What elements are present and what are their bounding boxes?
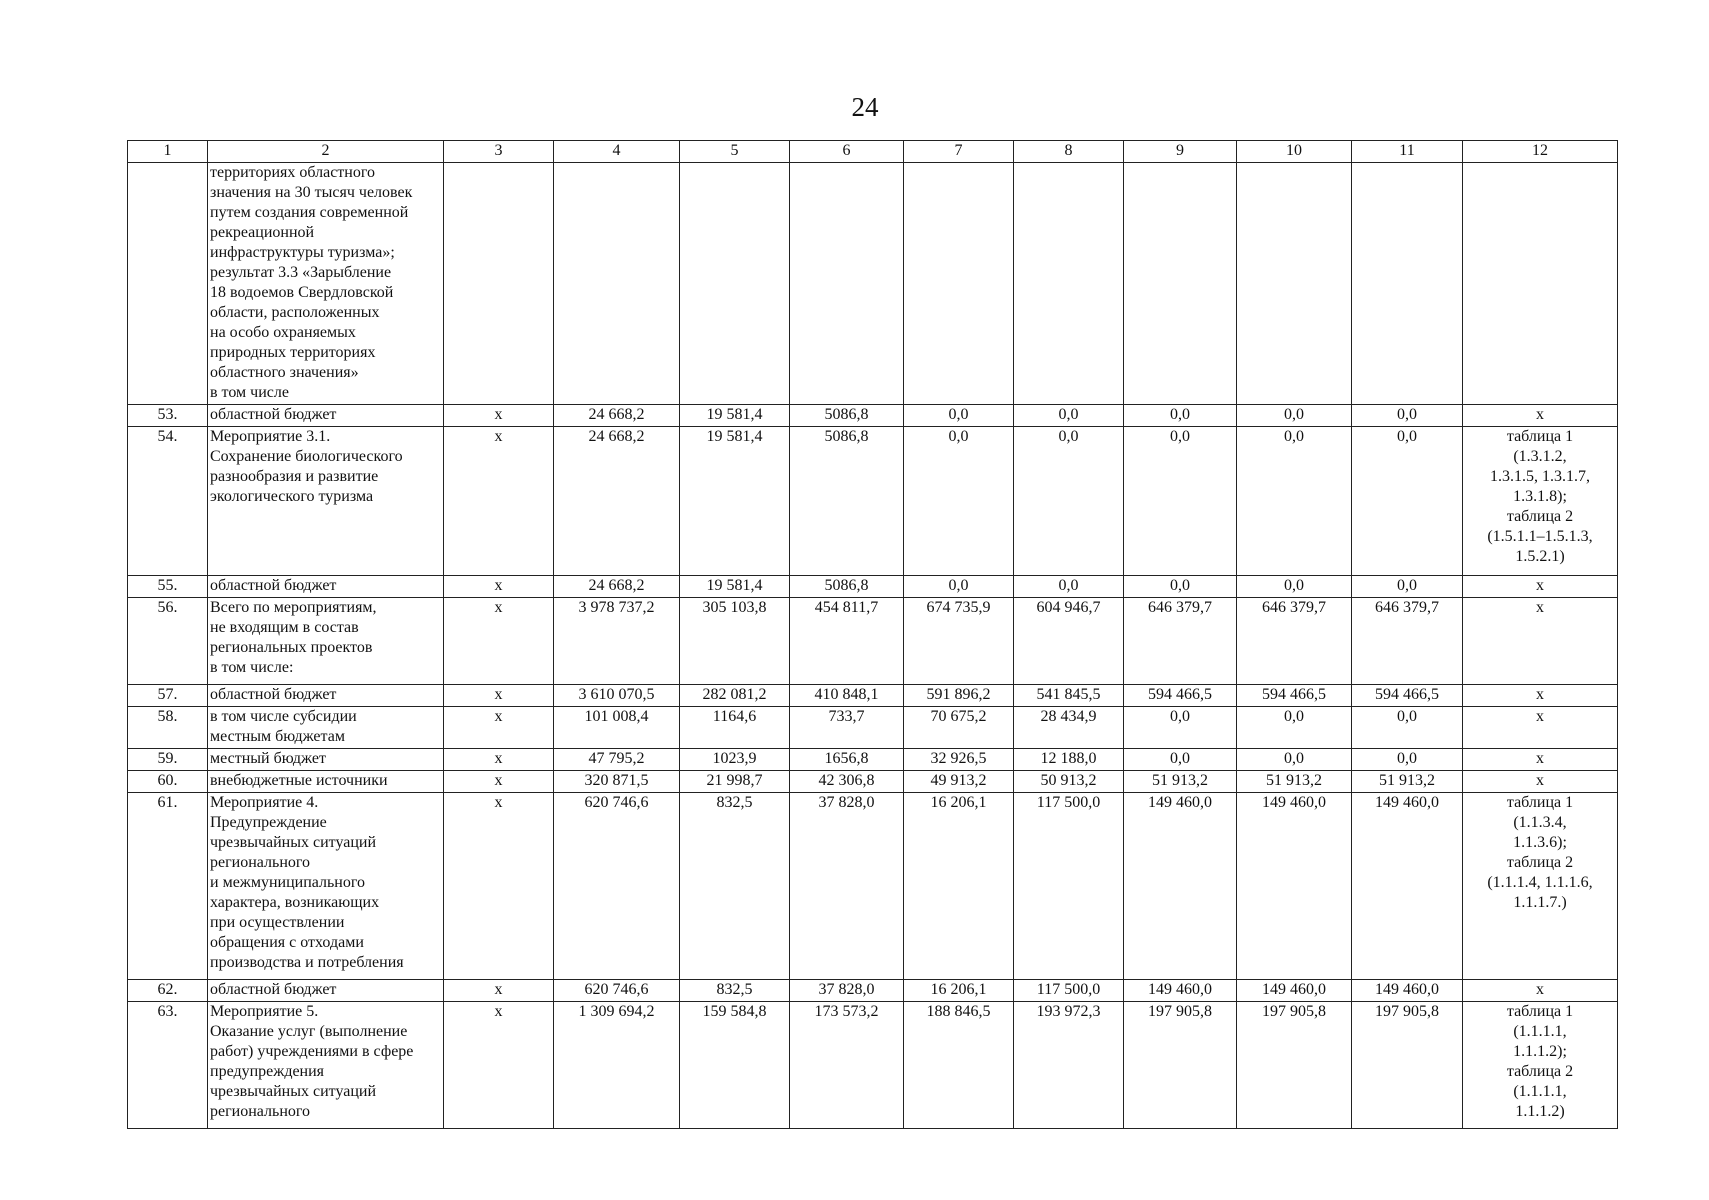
table-row	[128, 427, 1618, 576]
value-cell: 646 379,7	[1124, 598, 1237, 685]
column-header: 10	[1237, 141, 1352, 163]
value-cell: 305 103,8	[680, 598, 790, 685]
column-header: 11	[1352, 141, 1463, 163]
row-name: областной бюджет	[208, 685, 444, 707]
value-cell: 149 460,0	[1352, 980, 1463, 1002]
row-reference: x	[1463, 707, 1618, 749]
value-cell: 0,0	[1352, 749, 1463, 771]
value-cell: 0,0	[1237, 749, 1352, 771]
value-cell: 51 913,2	[1352, 771, 1463, 793]
value-cell: 646 379,7	[1352, 598, 1463, 685]
row-name: областной бюджет	[208, 980, 444, 1002]
value-cell: 24 668,2	[554, 576, 680, 598]
value-cell: 454 811,7	[790, 598, 904, 685]
value-cell: 1 309 694,2	[554, 1002, 680, 1129]
row-source: x	[444, 685, 554, 707]
row-reference: x	[1463, 685, 1618, 707]
row-source: x	[444, 427, 554, 576]
row-reference: x	[1463, 598, 1618, 685]
value-cell: 70 675,2	[904, 707, 1014, 749]
table-row	[128, 685, 1618, 707]
table-row	[128, 749, 1618, 771]
row-source: x	[444, 749, 554, 771]
value-cell: 51 913,2	[1237, 771, 1352, 793]
value-cell	[790, 163, 904, 405]
row-number: 56.	[128, 598, 208, 685]
row-source	[444, 163, 554, 405]
value-cell: 620 746,6	[554, 980, 680, 1002]
value-cell: 21 998,7	[680, 771, 790, 793]
column-header: 8	[1014, 141, 1124, 163]
value-cell: 51 913,2	[1124, 771, 1237, 793]
value-cell: 19 581,4	[680, 427, 790, 576]
row-number: 55.	[128, 576, 208, 598]
row-number: 54.	[128, 427, 208, 576]
value-cell: 3 978 737,2	[554, 598, 680, 685]
value-cell	[554, 163, 680, 405]
row-number: 63.	[128, 1002, 208, 1129]
value-cell: 19 581,4	[680, 576, 790, 598]
table-row	[128, 771, 1618, 793]
value-cell: 733,7	[790, 707, 904, 749]
value-cell: 5086,8	[790, 427, 904, 576]
value-cell: 50 913,2	[1014, 771, 1124, 793]
value-cell: 32 926,5	[904, 749, 1014, 771]
value-cell: 149 460,0	[1124, 980, 1237, 1002]
row-reference: таблица 1 (1.1.3.4, 1.1.3.6); таблица 2 (1.1.1.4, 1.1.1.6, 1.1.1.7.)	[1463, 793, 1618, 980]
table-body	[128, 163, 1618, 1129]
row-source: x	[444, 793, 554, 980]
column-header: 3	[444, 141, 554, 163]
value-cell	[1014, 163, 1124, 405]
budget-table	[127, 140, 1618, 1129]
row-number: 59.	[128, 749, 208, 771]
row-source: x	[444, 405, 554, 427]
value-cell: 197 905,8	[1124, 1002, 1237, 1129]
row-name: Мероприятие 5. Оказание услуг (выполнение работ) учреждениями в сфере предупреждения чрезвычайных ситуаций регионального	[208, 1002, 444, 1129]
page-number: 24	[851, 92, 879, 122]
value-cell	[680, 163, 790, 405]
column-header: 12	[1463, 141, 1618, 163]
value-cell: 159 584,8	[680, 1002, 790, 1129]
value-cell: 117 500,0	[1014, 980, 1124, 1002]
table-row	[128, 598, 1618, 685]
row-reference: x	[1463, 980, 1618, 1002]
value-cell: 149 460,0	[1237, 793, 1352, 980]
value-cell: 49 913,2	[904, 771, 1014, 793]
value-cell: 149 460,0	[1124, 793, 1237, 980]
row-name: в том числе субсидии местным бюджетам	[208, 707, 444, 749]
row-name: внебюджетные источники	[208, 771, 444, 793]
value-cell: 0,0	[1124, 749, 1237, 771]
value-cell: 193 972,3	[1014, 1002, 1124, 1129]
value-cell: 0,0	[1014, 427, 1124, 576]
value-cell: 591 896,2	[904, 685, 1014, 707]
column-header: 1	[128, 141, 208, 163]
table-row	[128, 980, 1618, 1002]
value-cell: 832,5	[680, 980, 790, 1002]
column-header: 2	[208, 141, 444, 163]
row-number: 57.	[128, 685, 208, 707]
value-cell: 282 081,2	[680, 685, 790, 707]
row-source: x	[444, 1002, 554, 1129]
value-cell: 0,0	[1352, 405, 1463, 427]
row-name: областной бюджет	[208, 576, 444, 598]
row-number: 61.	[128, 793, 208, 980]
column-header: 5	[680, 141, 790, 163]
value-cell: 0,0	[1124, 427, 1237, 576]
row-reference: x	[1463, 576, 1618, 598]
value-cell: 24 668,2	[554, 405, 680, 427]
value-cell: 5086,8	[790, 576, 904, 598]
value-cell: 0,0	[1014, 576, 1124, 598]
value-cell: 1023,9	[680, 749, 790, 771]
value-cell: 0,0	[904, 405, 1014, 427]
row-number: 53.	[128, 405, 208, 427]
value-cell: 0,0	[904, 576, 1014, 598]
column-header: 6	[790, 141, 904, 163]
column-header: 7	[904, 141, 1014, 163]
value-cell: 197 905,8	[1237, 1002, 1352, 1129]
row-name: территориях областного значения на 30 тысяч человек путем создания современной рекреационной инфраструктуры туризма»; результат 3.3 «Зарыбление 18 водоемов Свердловской области, расположенных на особо охраняемых природных территориях областного значения» в том числе	[208, 163, 444, 405]
value-cell: 0,0	[1352, 427, 1463, 576]
value-cell: 1164,6	[680, 707, 790, 749]
row-reference: x	[1463, 771, 1618, 793]
value-cell: 320 871,5	[554, 771, 680, 793]
value-cell: 541 845,5	[1014, 685, 1124, 707]
row-name: Мероприятие 3.1. Сохранение биологического разнообразия и развитие экологического туризма	[208, 427, 444, 576]
row-number	[128, 163, 208, 405]
table-row	[128, 576, 1618, 598]
row-reference: таблица 1 (1.1.1.1, 1.1.1.2); таблица 2 (1.1.1.1, 1.1.1.2)	[1463, 1002, 1618, 1129]
row-number: 62.	[128, 980, 208, 1002]
value-cell: 12 188,0	[1014, 749, 1124, 771]
row-source: x	[444, 598, 554, 685]
value-cell: 24 668,2	[554, 427, 680, 576]
table-row	[128, 405, 1618, 427]
value-cell: 0,0	[1237, 405, 1352, 427]
value-cell: 149 460,0	[1237, 980, 1352, 1002]
value-cell	[1124, 163, 1237, 405]
value-cell: 832,5	[680, 793, 790, 980]
value-cell: 0,0	[1124, 576, 1237, 598]
table-row	[128, 1002, 1618, 1129]
value-cell: 594 466,5	[1352, 685, 1463, 707]
row-name: Всего по мероприятиям, не входящим в состав региональных проектов в том числе:	[208, 598, 444, 685]
value-cell: 117 500,0	[1014, 793, 1124, 980]
row-reference: x	[1463, 405, 1618, 427]
value-cell: 674 735,9	[904, 598, 1014, 685]
value-cell: 188 846,5	[904, 1002, 1014, 1129]
column-header-row	[128, 141, 1618, 163]
value-cell: 594 466,5	[1124, 685, 1237, 707]
value-cell: 47 795,2	[554, 749, 680, 771]
value-cell: 101 008,4	[554, 707, 680, 749]
row-source: x	[444, 771, 554, 793]
row-name: областной бюджет	[208, 405, 444, 427]
value-cell: 16 206,1	[904, 980, 1014, 1002]
row-reference: x	[1463, 749, 1618, 771]
value-cell: 42 306,8	[790, 771, 904, 793]
table-row	[128, 163, 1618, 405]
table-row	[128, 707, 1618, 749]
row-source: x	[444, 707, 554, 749]
value-cell: 3 610 070,5	[554, 685, 680, 707]
row-number: 58.	[128, 707, 208, 749]
value-cell	[1237, 163, 1352, 405]
value-cell: 37 828,0	[790, 793, 904, 980]
value-cell: 16 206,1	[904, 793, 1014, 980]
value-cell: 646 379,7	[1237, 598, 1352, 685]
value-cell: 604 946,7	[1014, 598, 1124, 685]
value-cell	[1352, 163, 1463, 405]
value-cell: 19 581,4	[680, 405, 790, 427]
value-cell: 28 434,9	[1014, 707, 1124, 749]
value-cell: 0,0	[1237, 427, 1352, 576]
value-cell: 410 848,1	[790, 685, 904, 707]
value-cell: 197 905,8	[1352, 1002, 1463, 1129]
value-cell: 5086,8	[790, 405, 904, 427]
value-cell: 173 573,2	[790, 1002, 904, 1129]
value-cell: 0,0	[1014, 405, 1124, 427]
row-reference: таблица 1 (1.3.1.2, 1.3.1.5, 1.3.1.7, 1.3.1.8); таблица 2 (1.5.1.1–1.5.1.3, 1.5.2.1)	[1463, 427, 1618, 576]
value-cell: 1656,8	[790, 749, 904, 771]
value-cell: 0,0	[1124, 707, 1237, 749]
value-cell: 594 466,5	[1237, 685, 1352, 707]
value-cell: 37 828,0	[790, 980, 904, 1002]
row-source: x	[444, 980, 554, 1002]
value-cell: 620 746,6	[554, 793, 680, 980]
row-name: Мероприятие 4. Предупреждение чрезвычайных ситуаций регионального и межмуниципального характера, возникающих при осуществлении обращения с отходами производства и потребления	[208, 793, 444, 980]
value-cell: 0,0	[1352, 707, 1463, 749]
value-cell: 0,0	[1352, 576, 1463, 598]
value-cell: 0,0	[1237, 576, 1352, 598]
value-cell: 0,0	[1124, 405, 1237, 427]
value-cell	[904, 163, 1014, 405]
row-number: 60.	[128, 771, 208, 793]
row-name: местный бюджет	[208, 749, 444, 771]
table-row	[128, 793, 1618, 980]
value-cell: 0,0	[1237, 707, 1352, 749]
value-cell: 149 460,0	[1352, 793, 1463, 980]
row-reference	[1463, 163, 1618, 405]
column-header: 4	[554, 141, 680, 163]
value-cell: 0,0	[904, 427, 1014, 576]
column-header: 9	[1124, 141, 1237, 163]
row-source: x	[444, 576, 554, 598]
